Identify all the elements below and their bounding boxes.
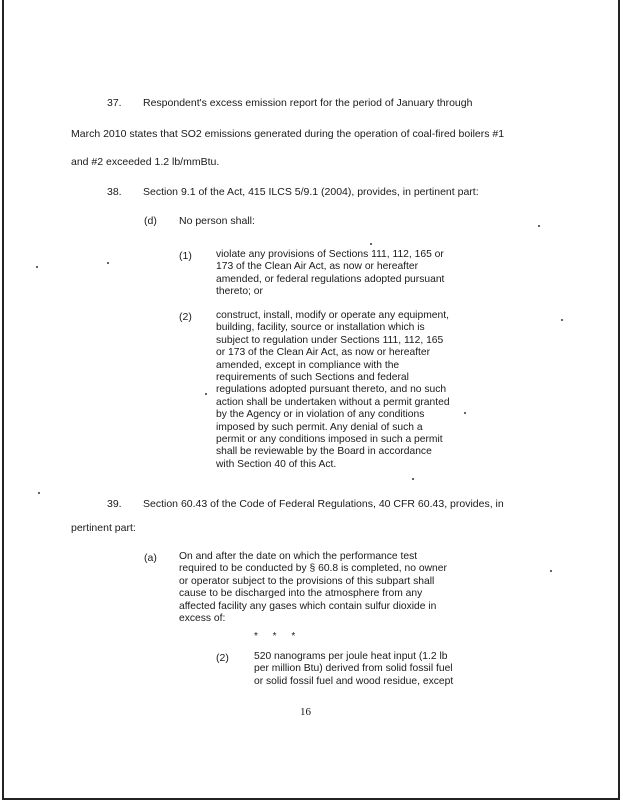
subsection-d-label: (d) bbox=[144, 215, 157, 227]
scan-speck bbox=[38, 492, 40, 494]
subsection-a-line: or operator subject to the provisions of this subpart shall bbox=[179, 575, 435, 587]
ellipsis-asterisks: * * * bbox=[254, 631, 302, 642]
item-2-line: action shall be undertaken without a permit granted bbox=[216, 396, 450, 408]
subsection-a-label: (a) bbox=[144, 552, 157, 564]
scan-speck bbox=[561, 319, 563, 321]
paragraph-38-number: 38. bbox=[107, 186, 122, 198]
item-1-line: 173 of the Clean Air Act, as now or hereafter bbox=[216, 261, 419, 273]
subsection-a-line: On and after the date on which the performance test bbox=[179, 551, 418, 562]
subsection-a-line: affected facility any gases which contain sulfur dioxide in bbox=[179, 600, 437, 612]
page-number: 16 bbox=[300, 706, 311, 718]
subitem-a2-line: 520 nanograms per joule heat input (1.2 lb bbox=[254, 651, 448, 662]
item-2-line: imposed by such permit. Any denial of such a bbox=[216, 421, 423, 433]
scan-speck bbox=[550, 570, 552, 572]
item-1-line: thereto; or bbox=[216, 286, 263, 298]
paragraph-37-line-1: Respondent's excess emission report for the period of January through bbox=[143, 97, 473, 109]
subsection-a-line: cause to be discharged into the atmosphere from any bbox=[179, 588, 423, 600]
item-2-line: construct, install, modify or operate any equipment, bbox=[216, 310, 449, 321]
paragraph-39-line-2: pertinent part: bbox=[71, 522, 136, 534]
subsection-a-text bbox=[179, 551, 447, 625]
item-2-text bbox=[216, 310, 450, 471]
item-2-line: requirements of such Sections and federal bbox=[216, 372, 409, 384]
subitem-a2-text bbox=[254, 651, 453, 688]
item-1-line: amended, or federal regulations adopted pursuant bbox=[216, 273, 445, 285]
scan-speck bbox=[464, 412, 466, 414]
item-1-text bbox=[216, 249, 444, 299]
paragraph-37-number: 37. bbox=[107, 97, 122, 109]
item-2-line: subject to regulation under Sections 111, 112, 165 bbox=[216, 334, 444, 346]
item-2-line: or 173 of the Clean Air Act, as now or hereafter bbox=[216, 347, 431, 359]
paragraph-39-number: 39. bbox=[107, 498, 122, 510]
paragraph-38-text: Section 9.1 of the Act, 415 ILCS 5/9.1 (2004), provides, in pertinent part: bbox=[143, 186, 479, 198]
paragraph-37-line-2: March 2010 states that SO2 emissions generated during the operation of coal-fired boilers #1 bbox=[71, 128, 505, 140]
scan-speck bbox=[205, 393, 207, 395]
item-2-line: with Section 40 of this Act. bbox=[216, 458, 337, 470]
item-2-line: regulations adopted pursuant thereto, and no such bbox=[216, 384, 447, 396]
item-2-line: permit or any conditions imposed in such a permit bbox=[216, 434, 443, 446]
scan-speck bbox=[36, 266, 38, 268]
page-right-border bbox=[618, 0, 620, 800]
subitem-a2-label: (2) bbox=[216, 652, 229, 664]
subsection-a-line: excess of: bbox=[179, 613, 226, 625]
paragraph-37-line-3: and #2 exceeded 1.2 lb/mmBtu. bbox=[71, 156, 220, 168]
subitem-a2-line: per million Btu) derived from solid fossil fuel bbox=[254, 663, 453, 675]
item-2-line: shall be reviewable by the Board in accordance bbox=[216, 446, 432, 458]
page-left-border bbox=[2, 0, 4, 800]
item-1-label: (1) bbox=[179, 250, 192, 262]
item-2-line: by the Agency or in violation of any conditions bbox=[216, 409, 425, 421]
item-2-line: building, facility, source or installation which is bbox=[216, 322, 425, 334]
scan-speck bbox=[412, 478, 414, 480]
paragraph-39-line-1: Section 60.43 of the Code of Federal Regulations, 40 CFR 60.43, provides, in bbox=[143, 498, 504, 510]
subitem-a2-line: or solid fossil fuel and wood residue, except bbox=[254, 675, 454, 687]
item-2-label: (2) bbox=[179, 311, 192, 323]
scan-speck bbox=[370, 243, 372, 245]
item-2-line: amended, except in compliance with the bbox=[216, 359, 400, 371]
item-1-line: violate any provisions of Sections 111, 112, 165 or bbox=[216, 249, 444, 260]
scan-speck bbox=[538, 225, 540, 227]
subsection-a-line: required to be conducted by § 60.8 is completed, no owner bbox=[179, 563, 447, 575]
subsection-d-text: No person shall: bbox=[179, 215, 255, 227]
scan-speck bbox=[107, 262, 109, 264]
